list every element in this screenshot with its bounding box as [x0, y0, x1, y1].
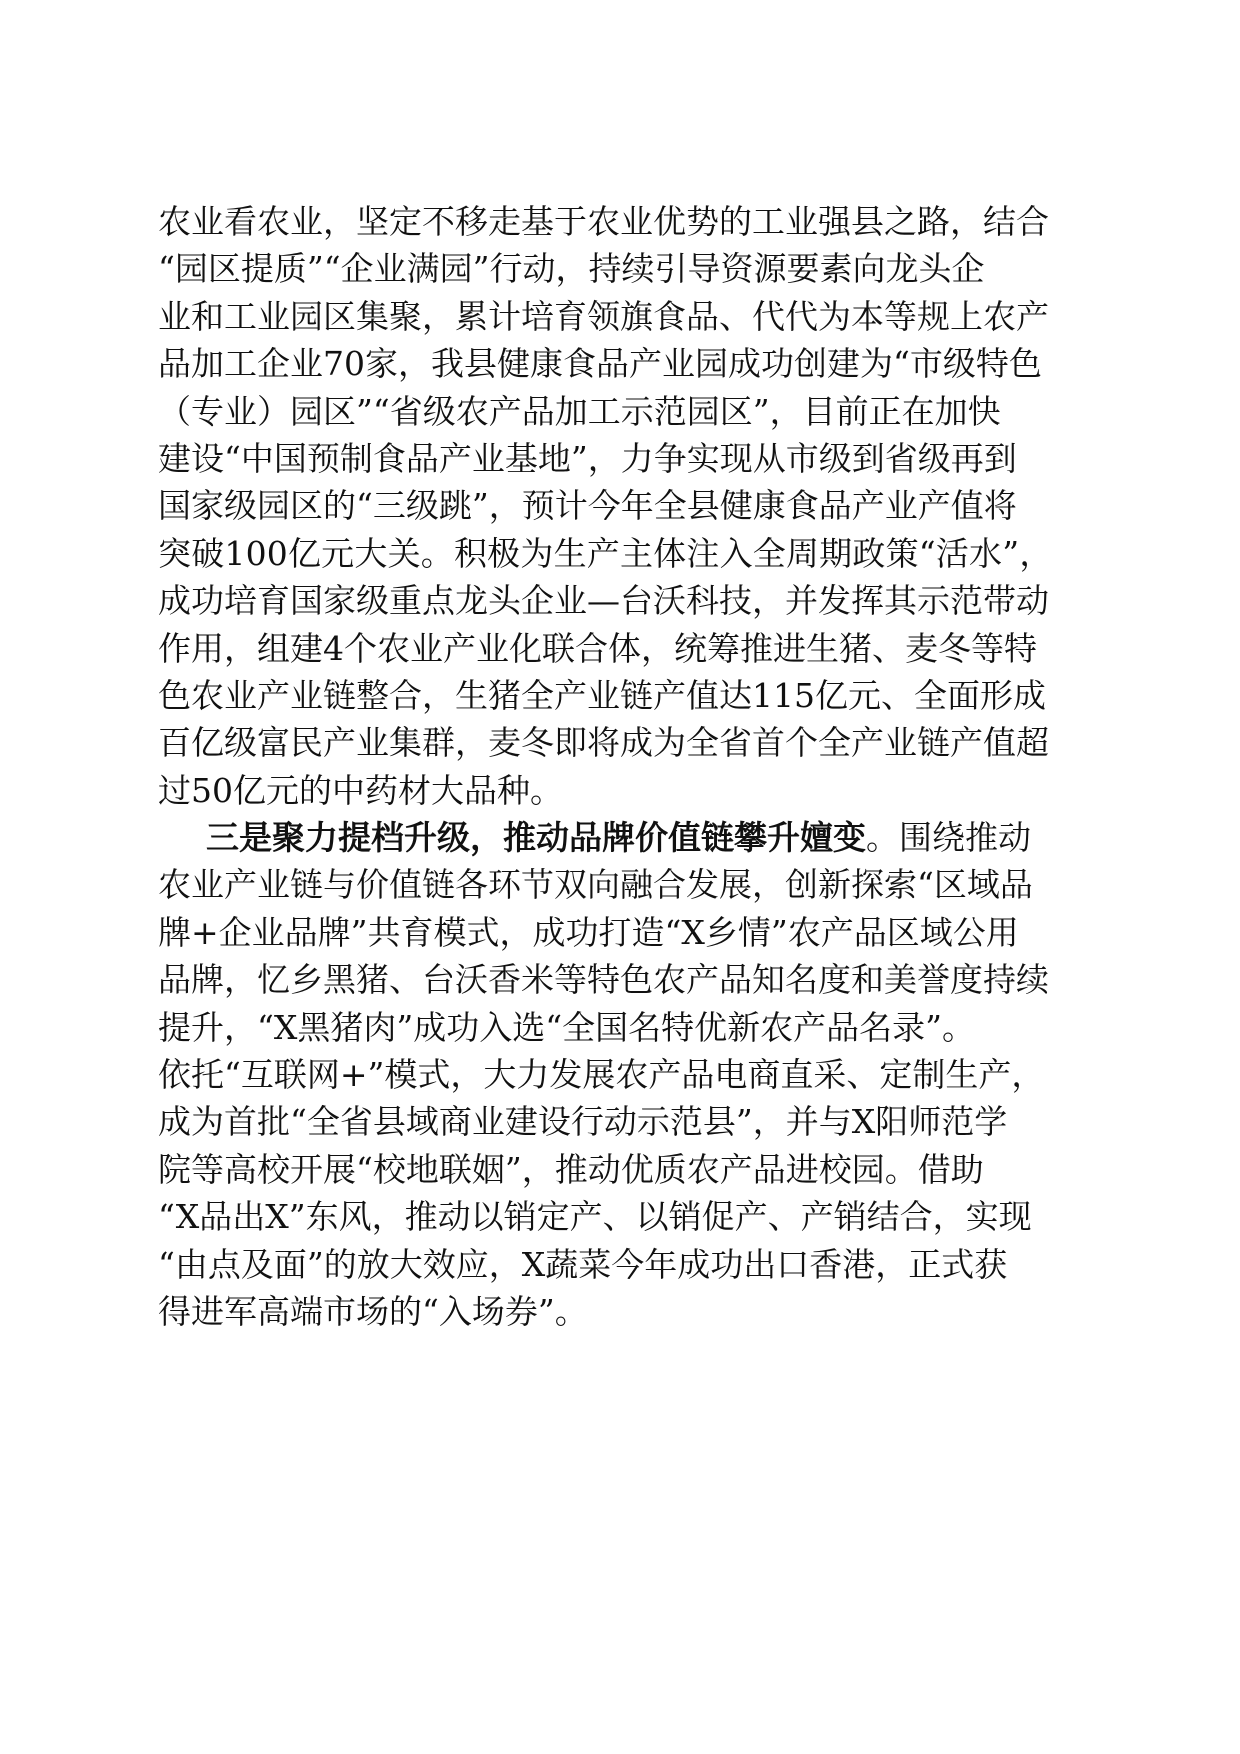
text-line: 牌+企业品牌”共育模式，成功打造“X乡情”农产品区域公用 [158, 912, 1019, 952]
text-line: 作用，组建4个农业产业化联合体，统筹推进生猪、麦冬等特 [158, 628, 1037, 668]
paragraph-2 [158, 814, 1078, 1335]
text-line: 国家级园区的“三级跳”，预计今年全县健康食品产业产值将 [158, 486, 1017, 526]
text-line: 突破100亿元大关。积极为生产主体注入全周期政策“活水”， [158, 533, 1053, 573]
text-line: 成为首批“全省县域商业建设行动示范县”，并与X阳师范学 [158, 1102, 1008, 1142]
text-line: 得进军高端市场的“入场券”。 [158, 1291, 588, 1331]
text-line: “园区提质”“企业满园”行动，持续引导资源要素向龙头企 [158, 249, 985, 289]
text-line: “由点及面”的放大效应，X蔬菜今年成功出口香港，正式获 [158, 1244, 1008, 1284]
text-line: 提升，“X黑猪肉”成功入选“全国名特优新农产品名录”。 [158, 1007, 975, 1047]
text-line: 农业看农业，坚定不移走基于农业优势的工业强县之路，结合 [158, 202, 1049, 241]
text-line: 品牌，忆乡黑猪、台沃香米等特色农产品知名度和美誉度持续 [158, 960, 1049, 1000]
text-line: 色农业产业链整合，生猪全产业链产值达115亿元、全面形成 [158, 675, 1046, 715]
text-line: 品加工企业70家，我县健康食品产业园成功创建为“市级特色 [158, 344, 1042, 384]
text-line: “X品出X”东风，推动以销定产、以销促产、产销结合，实现 [158, 1197, 1032, 1237]
paragraph-1 [158, 198, 1078, 814]
text-line: （专业）园区”“省级农产品加工示范园区”，目前正在加快 [158, 391, 1001, 431]
text-line: 成功培育国家级重点龙头企业—台沃科技，并发挥其示范带动 [158, 581, 1049, 621]
section-heading-rest: 。围绕推动 [866, 818, 1031, 858]
text-line: 院等高校开展“校地联姻”，推动优质农产品进校园。借助 [158, 1149, 984, 1189]
paragraph-2-first-line [158, 814, 1078, 861]
text-line: 农业产业链与价值链各环节双向融合发展，创新探索“区域品 [158, 865, 1033, 905]
text-line: 过50亿元的中药材大品种。 [158, 770, 563, 810]
section-heading-bold: 三是聚力提档升级，推动品牌价值链攀升嬗变 [206, 818, 866, 858]
text-line: 建设“中国预制食品产业基地”，力争实现从市级到省级再到 [158, 438, 1017, 478]
text-line: 百亿级富民产业集群，麦冬即将成为全省首个全产业链产值超 [158, 723, 1049, 763]
text-line: 业和工业园区集聚，累计培育领旗食品、代代为本等规上农产 [158, 296, 1049, 336]
text-line: 依托“互联网+”模式，大力发展农产品电商直采、定制生产， [158, 1055, 1045, 1095]
document-body [158, 198, 1078, 1335]
